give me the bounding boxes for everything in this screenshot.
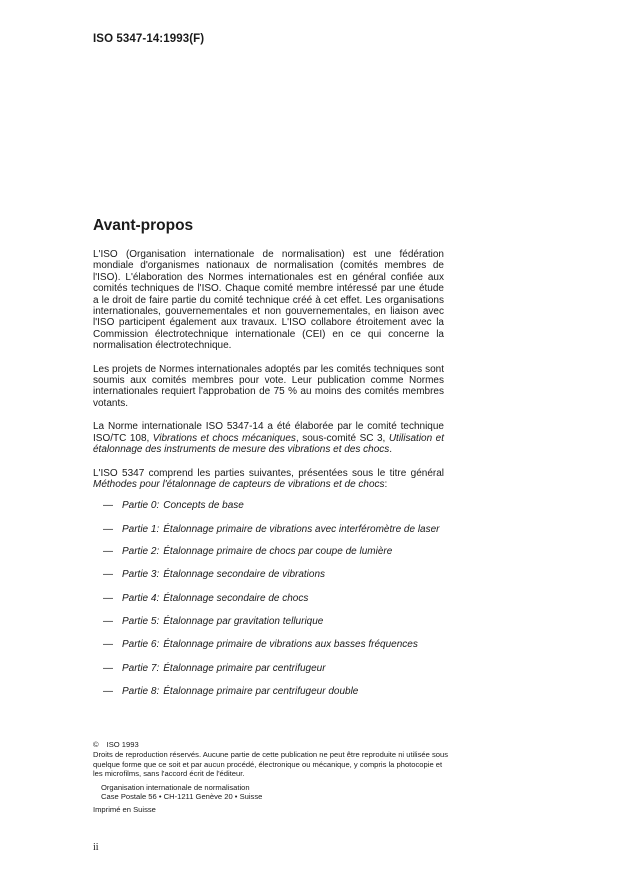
part-title: Étalonnage primaire de vibrations aux basses fréquences	[163, 639, 418, 651]
paragraph-4-text-a: L'ISO 5347 comprend les parties suivantes, présentées sous le titre général	[93, 467, 444, 479]
part-title: Étalonnage par gravitation tellurique	[163, 615, 324, 627]
address-line-1: Organisation internationale de normalisation	[101, 782, 250, 792]
part-title: Étalonnage primaire par centrifugeur	[163, 662, 326, 674]
dash-bullet: —	[103, 615, 113, 627]
part-label: Partie 8:	[122, 685, 160, 697]
part-title: Étalonnage secondaire de vibrations	[163, 569, 326, 581]
copyright-owner-year: ISO 1993	[106, 740, 139, 749]
paragraph-4-text-c: :	[384, 478, 388, 490]
list-item	[93, 639, 444, 650]
list-item	[93, 500, 444, 511]
part-title: Étalonnage primaire par centrifugeur double	[163, 685, 359, 697]
committee-title: Vibrations et chocs mécaniques	[152, 432, 296, 444]
list-item	[93, 616, 444, 627]
copyright-rights-text: Droits de reproduction réservés. Aucune partie de cette publication ne peut être reproduite ni utilisée sous quelque forme que ce soit et par aucun procédé, électronique ou mécanique, y compris la photocopie et les microfilms, sans l'accord écrit de l'éditeur.	[93, 750, 449, 779]
list-item	[93, 686, 444, 697]
paragraph-3-text-a: La Norme internationale ISO 5347-14 a été élaborée par le comité technique ISO/TC 108,	[93, 421, 444, 444]
part-label: Partie 6:	[122, 639, 160, 651]
foreword-paragraph-3	[93, 421, 444, 455]
dash-bullet: —	[103, 662, 113, 674]
part-title: Étalonnage primaire de chocs par coupe de lumière	[163, 546, 393, 558]
dash-bullet: —	[103, 523, 113, 535]
part-label: Partie 4:	[122, 592, 160, 604]
paragraph-3-text-e: .	[389, 444, 393, 456]
list-item	[93, 663, 444, 674]
dash-bullet: —	[103, 500, 113, 512]
list-item	[93, 569, 444, 580]
dash-bullet: —	[103, 685, 113, 697]
part-title: Concepts de base	[163, 500, 244, 512]
paragraph-3-text-c: , sous-comité SC 3,	[295, 432, 389, 444]
dash-bullet: —	[103, 639, 113, 651]
document-reference: ISO 5347-14:1993(F)	[93, 33, 205, 45]
printed-in: Imprimé en Suisse	[93, 805, 156, 815]
part-label: Partie 1:	[122, 523, 160, 535]
dash-bullet: —	[103, 569, 113, 581]
page-number: ii	[93, 842, 99, 853]
publisher-address	[101, 783, 453, 802]
section-title: Avant-propos	[93, 217, 194, 234]
copyright-block	[93, 740, 453, 815]
part-label: Partie 3:	[122, 569, 160, 581]
address-line-2: Case Postale 56 • CH-1211 Genève 20 • Suisse	[101, 792, 263, 802]
part-label: Partie 7:	[122, 662, 160, 674]
part-label: Partie 5:	[122, 615, 160, 627]
dash-bullet: —	[103, 592, 113, 604]
list-item	[93, 524, 444, 535]
foreword-body	[93, 249, 444, 709]
foreword-paragraph-1: L'ISO (Organisation internationale de normalisation) est une fédération mondiale d'organismes nationaux de normalisation (comités membres de l'ISO). L'élaboration des Normes internationales est en général confiée aux comités techniques de l'ISO. Chaque comité membre intéressé par une étude a le droit de faire partie du comité technique créé à cet effet. Les organisations internationales, gouvernementales et non gouvernementales, en liaison avec l'ISO participent également aux travaux. L'ISO collabore étroitement avec la Commission électrotechnique internationale (CEI) en ce qui concerne la normalisation électrotechnique.	[93, 249, 444, 352]
part-title: Étalonnage secondaire de chocs	[163, 592, 309, 604]
subcommittee-title: Utilisation et étalonnage des instruments de mesure des vibrations et des chocs	[93, 432, 445, 456]
copyright-symbol: ©	[93, 740, 99, 749]
list-item	[93, 593, 444, 604]
copyright-line	[93, 740, 453, 749]
part-label: Partie 0:	[122, 500, 160, 512]
foreword-paragraph-2: Les projets de Normes internationales adoptés par les comités techniques sont soumis aux comités membres pour vote. Leur publication comme Normes internationales requiert l'approbation de 75 % au moins des comités membres votants.	[93, 363, 444, 409]
parts-list	[93, 500, 444, 697]
list-item	[93, 546, 444, 557]
part-label: Partie 2:	[122, 546, 160, 558]
general-title: Méthodes pour l'étalonnage de capteurs de vibrations et de chocs	[93, 478, 385, 490]
foreword-paragraph-4	[93, 468, 444, 491]
dash-bullet: —	[103, 546, 113, 558]
part-title: Étalonnage primaire de vibrations avec interféromètre de laser	[163, 523, 440, 535]
